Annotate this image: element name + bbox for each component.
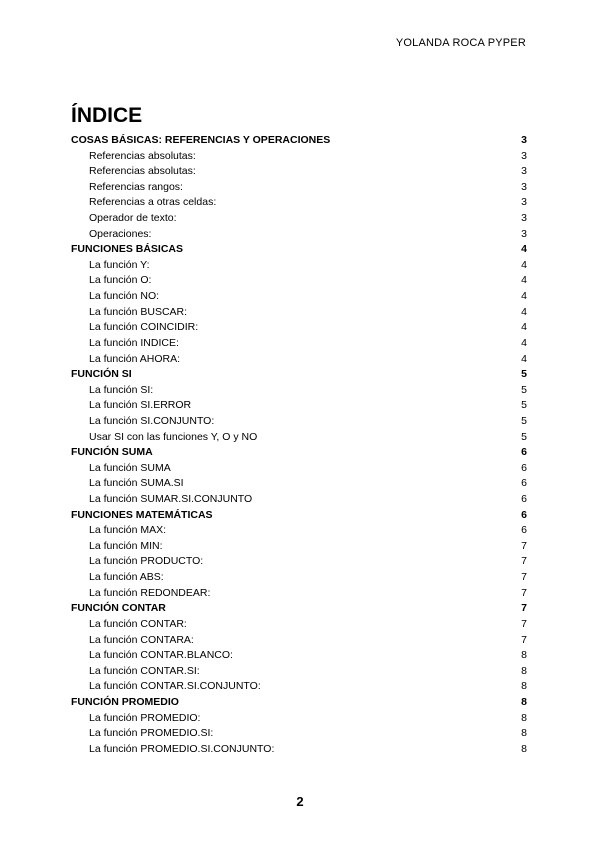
toc-entry-page: 7 [521,571,527,584]
toc-entry-page: 7 [521,555,527,568]
toc-entry-page: 4 [521,336,527,349]
toc-entry[interactable] [71,305,527,321]
toc-section-entry[interactable] [71,695,527,711]
table-of-contents [71,133,527,757]
toc-entry-label: La función CONTAR.SI.CONJUNTO: [89,680,261,693]
toc-entry[interactable] [71,648,527,664]
toc-entry[interactable] [71,664,527,680]
toc-entry-page: 6 [521,461,527,474]
toc-entry-page: 4 [521,352,527,365]
toc-entry-label: La función O: [89,274,152,287]
toc-entry-label: La función CONTAR: [89,617,187,630]
toc-entry-label: Referencias absolutas: [89,149,196,162]
toc-entry-page: 4 [521,290,527,303]
toc-entry-label: La función NO: [89,290,160,303]
toc-entry-page: 5 [521,368,527,381]
toc-section-entry[interactable] [71,508,527,524]
toc-entry-label: La función SUMA [89,461,171,474]
toc-entry-page: 8 [521,742,527,755]
toc-entry-page: 8 [521,680,527,693]
toc-entry-label: FUNCIONES BÁSICAS [71,243,184,256]
toc-entry-page: 7 [521,586,527,599]
toc-entry-page: 5 [521,414,527,427]
toc-entry-page: 8 [521,649,527,662]
toc-entry[interactable] [71,336,527,352]
toc-entry-page: 7 [521,539,527,552]
toc-entry[interactable] [71,195,527,211]
toc-entry-label: La función CONTAR.BLANCO: [89,649,233,662]
toc-entry[interactable] [71,383,527,399]
toc-entry-page: 6 [521,493,527,506]
toc-entry-label: La función MIN: [89,539,163,552]
toc-entry-label: La función BUSCAR: [89,305,188,318]
toc-entry[interactable] [71,711,527,727]
page-number: 2 [296,794,304,809]
toc-entry[interactable] [71,180,527,196]
toc-entry[interactable] [71,258,527,274]
toc-entry-label: FUNCIÓN PROMEDIO [71,695,179,708]
toc-entry-label: La función AHORA: [89,352,181,365]
toc-section-entry[interactable] [71,133,527,149]
toc-entry[interactable] [71,726,527,742]
toc-entry[interactable] [71,227,527,243]
toc-entry[interactable] [71,273,527,289]
toc-entry[interactable] [71,320,527,336]
toc-entry[interactable] [71,492,527,508]
toc-section-entry[interactable] [71,601,527,617]
toc-entry-page: 3 [521,196,527,209]
toc-entry-label: Usar SI con las funciones Y, O y NO [89,430,258,443]
toc-entry-label: La función MAX: [89,524,167,537]
toc-entry-page: 6 [521,477,527,490]
toc-section-entry[interactable] [71,242,527,258]
toc-entry-label: La función SI: [89,383,154,396]
toc-entry-label: FUNCIÓN SUMA [71,446,153,459]
toc-entry-page: 3 [521,134,527,146]
toc-entry-page: 3 [521,227,527,240]
toc-entry[interactable] [71,461,527,477]
toc-entry-label: FUNCIÓN CONTAR [71,602,166,615]
toc-entry[interactable] [71,570,527,586]
toc-entry-label: La función SI.ERROR [89,399,192,412]
running-header-author: YOLANDA ROCA PYPER [395,37,526,49]
toc-entry-label: La función PRODUCTO: [89,555,204,568]
toc-entry-label: La función REDONDEAR: [89,586,211,599]
toc-entry[interactable] [71,554,527,570]
toc-entry[interactable] [71,352,527,368]
toc-entry-label: La función CONTAR.SI: [89,664,200,677]
toc-entry-label: La función INDICE: [89,336,179,349]
toc-entry-label: La función COINCIDIR: [89,321,199,334]
toc-entry[interactable] [71,679,527,695]
toc-entry-page: 6 [521,508,527,521]
toc-entry[interactable] [71,430,527,446]
toc-entry-page: 4 [521,243,527,256]
toc-entry-page: 6 [521,524,527,537]
toc-entry-label: La función PROMEDIO.SI: [89,727,214,740]
toc-entry[interactable] [71,523,527,539]
toc-entry-label: La función SUMAR.SI.CONJUNTO [89,493,253,506]
toc-entry-label: La función SUMA.SI [89,477,184,490]
toc-entry-page: 4 [521,274,527,287]
toc-entry-label: Operaciones: [89,227,152,240]
toc-entry-page: 3 [521,149,527,162]
toc-entry[interactable] [71,398,527,414]
toc-section-entry[interactable] [71,445,527,461]
toc-entry[interactable] [71,742,527,758]
toc-entry-label: COSAS BÁSICAS: REFERENCIAS Y OPERACIONES [71,134,331,146]
toc-entry[interactable] [71,633,527,649]
toc-entry-label: La función SI.CONJUNTO: [89,414,215,427]
toc-entry-label: La función Y: [89,258,150,271]
toc-entry-label: FUNCIONES MATEMÁTICAS [71,508,213,521]
toc-entry-label: Referencias rangos: [89,180,183,193]
toc-entry-label: Operador de texto: [89,212,177,225]
toc-entry-page: 8 [521,695,527,708]
toc-entry-label: FUNCIÓN SI [71,368,132,381]
toc-entry[interactable] [71,289,527,305]
toc-entry[interactable] [71,586,527,602]
toc-entry-page: 4 [521,321,527,334]
toc-entry-page: 8 [521,711,527,724]
toc-entry-page: 7 [521,617,527,630]
toc-entry-page: 7 [521,633,527,646]
toc-entry[interactable] [71,539,527,555]
toc-entry-page: 4 [521,258,527,271]
toc-entry-page: 3 [521,212,527,225]
toc-entry-page: 3 [521,165,527,178]
toc-entry-page: 3 [521,180,527,193]
toc-entry[interactable] [71,617,527,633]
toc-entry[interactable] [71,476,527,492]
toc-entry-label: La función CONTARA: [89,633,194,646]
toc-entry-page: 8 [521,727,527,740]
toc-entry-label: Referencias absolutas: [89,165,196,178]
toc-entry-page: 6 [521,446,527,459]
toc-section-entry[interactable] [71,367,527,383]
toc-entry-label: La función ABS: [89,571,164,584]
toc-entry-page: 5 [521,383,527,396]
toc-entry[interactable] [71,149,527,165]
toc-entry-page: 5 [521,399,527,412]
toc-entry-label: La función PROMEDIO.SI.CONJUNTO: [89,742,275,755]
toc-entry-label: Referencias a otras celdas: [89,196,217,209]
toc-entry-page: 8 [521,664,527,677]
toc-entry[interactable] [71,164,527,180]
toc-entry-page: 4 [521,305,527,318]
toc-entry[interactable] [71,211,527,227]
toc-entry-page: 5 [521,430,527,443]
toc-entry-label: La función PROMEDIO: [89,711,201,724]
toc-entry[interactable] [71,414,527,430]
page-title: ÍNDICE [71,104,143,127]
toc-entry-page: 7 [521,602,527,615]
